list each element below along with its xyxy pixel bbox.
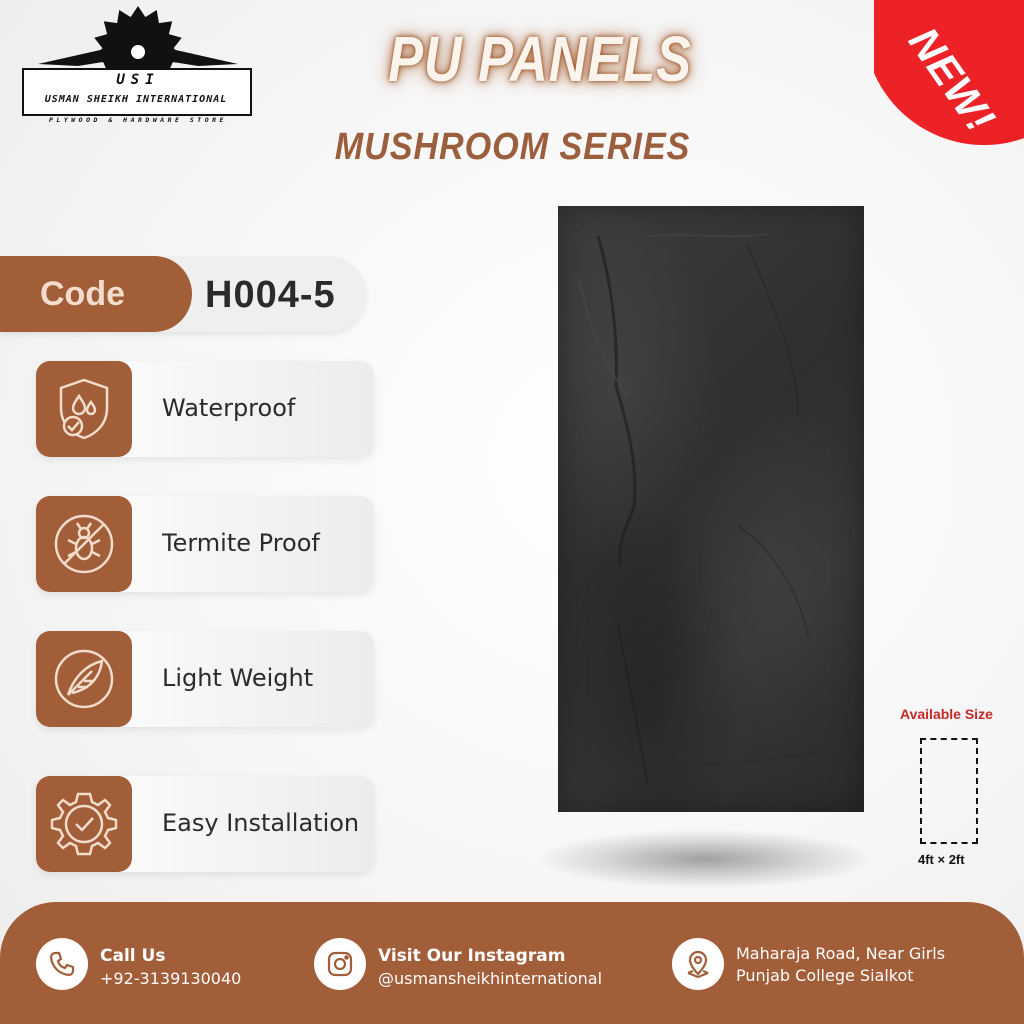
logo-company-name: USMAN SHEIKH INTERNATIONAL: [44, 94, 228, 105]
new-badge-label: NEW!: [899, 18, 1005, 141]
phone-icon: [36, 938, 88, 990]
feature-light-weight: [36, 631, 374, 727]
available-size-value: 4ft × 2ft: [918, 852, 965, 867]
feature-label: Light Weight: [162, 664, 314, 692]
feature-label: Termite Proof: [162, 529, 320, 557]
water-shield-icon: [36, 361, 132, 457]
available-size-title: Available Size: [900, 706, 993, 722]
page-title: PU PANELS: [388, 23, 692, 95]
product-code-value: H004-5: [205, 274, 336, 316]
call-number: +92-3139130040: [100, 969, 242, 988]
feature-termite-proof: [36, 496, 374, 592]
product-code-pill: [0, 256, 366, 332]
brand-logo: [18, 6, 258, 124]
address-line-2: Punjab College Sialkot: [736, 966, 914, 985]
no-termite-icon: [36, 496, 132, 592]
feature-label: Waterproof: [162, 394, 296, 422]
instagram-title: Visit Our Instagram: [378, 946, 566, 966]
product-code-label: Code: [40, 275, 125, 313]
footer-bar: [0, 902, 1024, 1024]
panel-shadow: [540, 830, 870, 888]
feature-easy-installation: [36, 776, 374, 872]
feature-label: Easy Installation: [162, 809, 360, 837]
size-diagram: [920, 738, 978, 844]
product-panel-image: [558, 206, 864, 812]
page-subtitle: MUSHROOM SERIES: [334, 126, 691, 168]
gear-check-icon: [36, 776, 132, 872]
call-title: Call Us: [100, 946, 166, 966]
instagram-icon: [314, 938, 366, 990]
new-badge: [874, 0, 1024, 155]
saw-blade-icon: [18, 6, 258, 76]
logo-abbreviation: USI: [116, 72, 160, 88]
address-line-1: Maharaja Road, Near Girls: [736, 944, 946, 963]
feather-icon: [36, 631, 132, 727]
logo-tagline: PLYWOOD & HARDWARE STORE: [49, 116, 227, 124]
instagram-handle: @usmansheikhinternational: [378, 969, 603, 988]
map-pin-icon: [672, 938, 724, 990]
feature-waterproof: [36, 361, 374, 457]
